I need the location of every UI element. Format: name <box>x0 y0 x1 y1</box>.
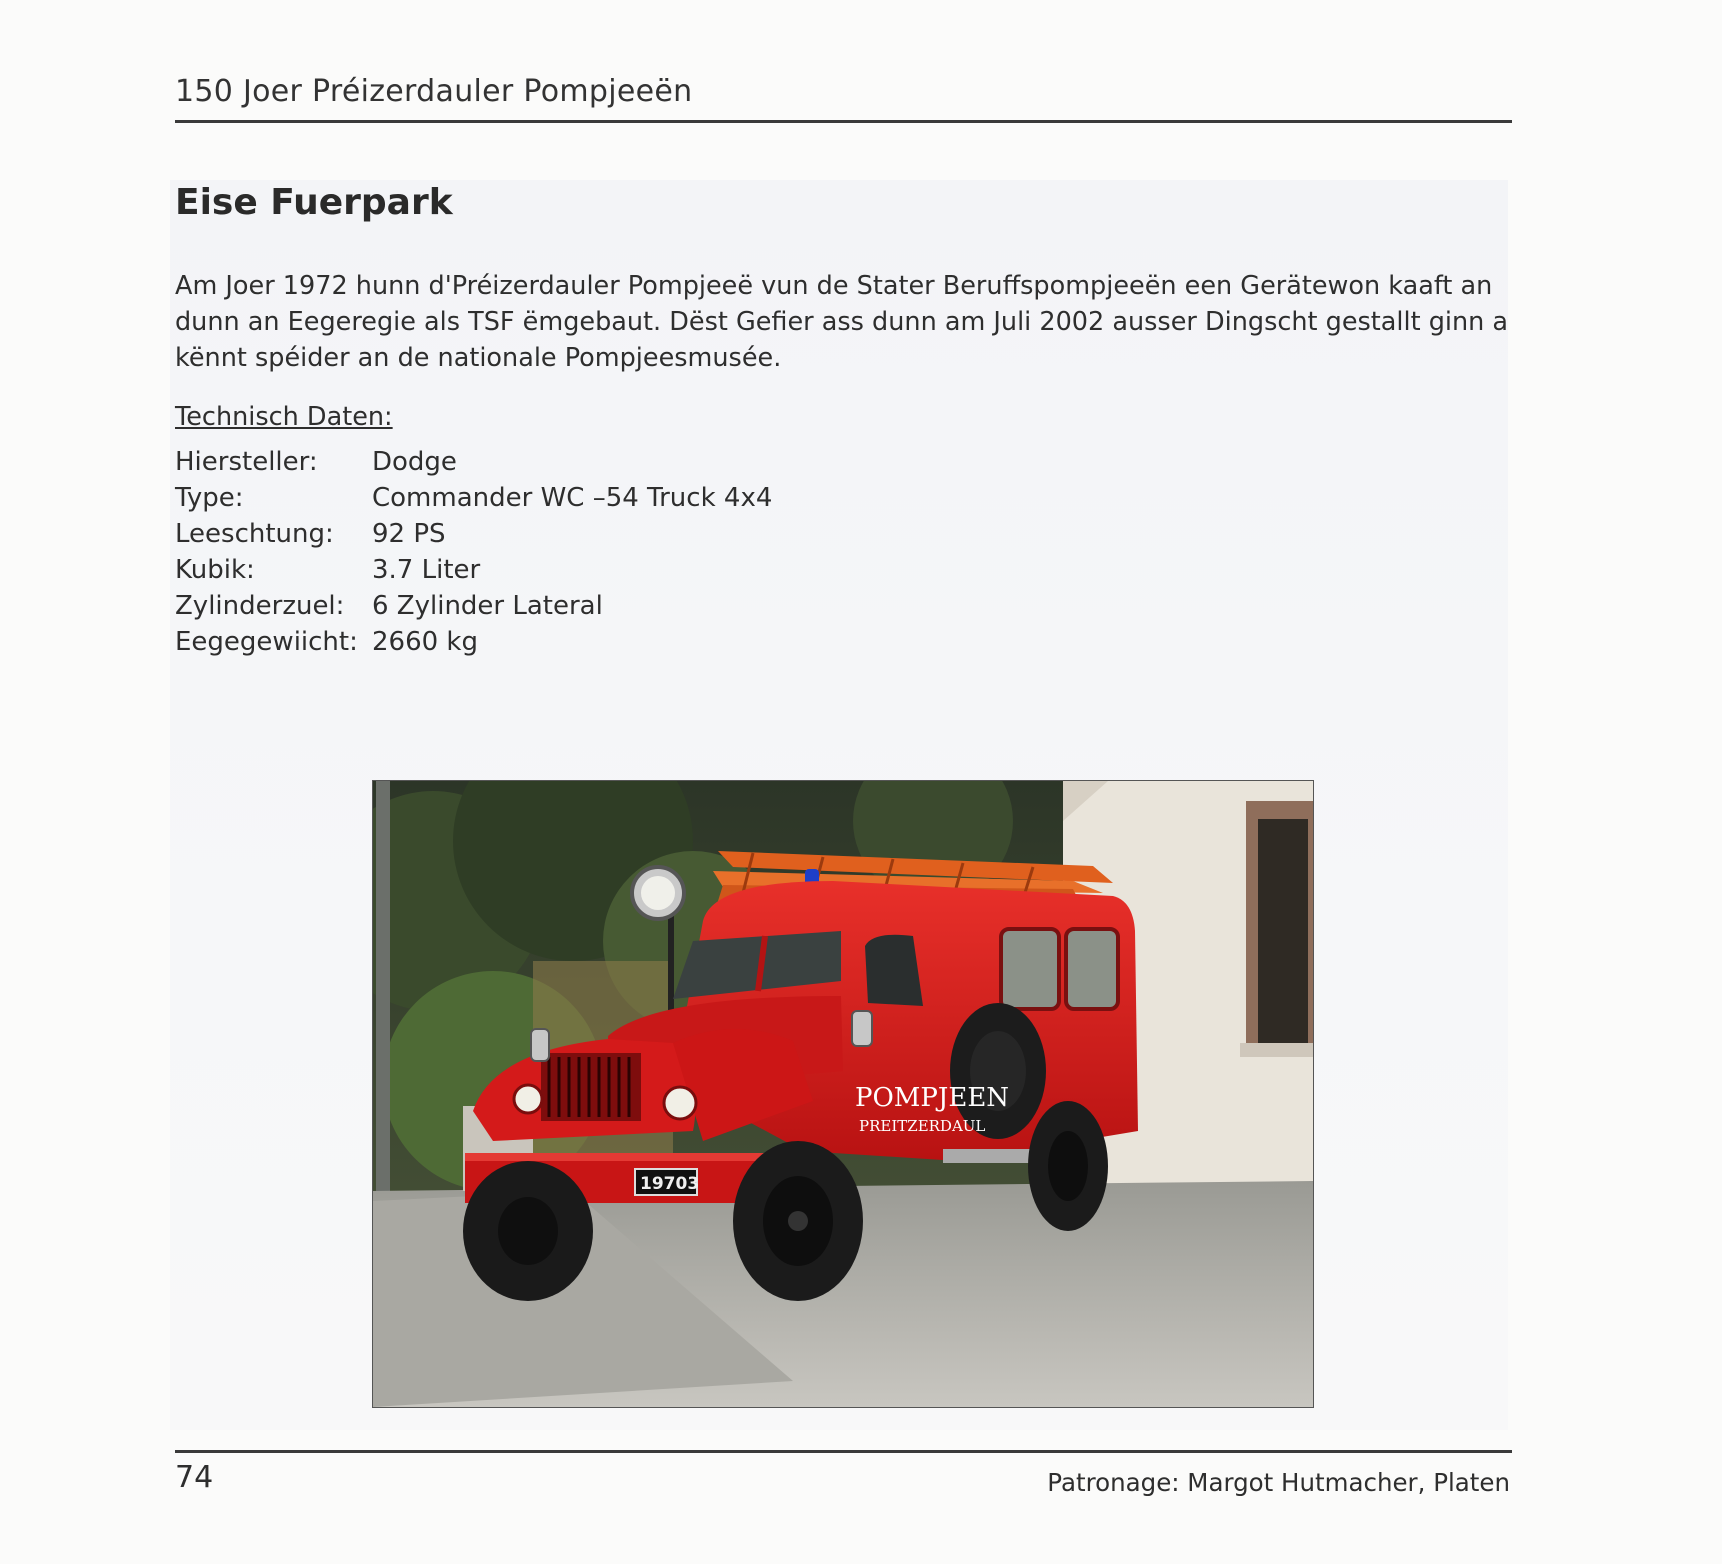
page-number: 74 <box>175 1460 214 1495</box>
section-heading: Eise Fuerpark <box>175 182 453 223</box>
spec-label: Hiersteller: <box>175 447 318 477</box>
spec-value: 3.7 Liter <box>372 555 481 585</box>
running-header: 150 Joer Préizerdauler Pompjeeën <box>175 74 693 109</box>
spec-row-type <box>175 480 772 516</box>
license-plate-number: 19703 <box>640 1174 700 1194</box>
fire-truck-illustration <box>373 781 1313 1407</box>
spec-row-cylinders <box>175 588 772 624</box>
spec-row-manufacturer <box>175 444 772 480</box>
spec-value: 2660 kg <box>372 627 478 657</box>
spec-row-power <box>175 516 772 552</box>
technical-data-table <box>175 444 772 660</box>
intro-line: kënnt spéider an de nationale Pompjeesmusée. <box>175 343 782 373</box>
spec-value: Dodge <box>372 447 457 477</box>
intro-paragraph <box>175 268 1520 376</box>
spec-label: Eegegewiicht: <box>175 627 358 657</box>
door-text-line2: PREITZERDAUL <box>859 1117 986 1135</box>
spec-value: 92 PS <box>372 519 446 549</box>
fire-truck-photo <box>372 780 1314 1408</box>
intro-line: dunn an Eegeregie als TSF ëmgebaut. Dëst Gefier ass dunn am Juli 2002 ausser Dingscht gestallt ginn a <box>175 307 1509 337</box>
spec-row-weight <box>175 624 772 660</box>
door-text-line1: POMPJEEN <box>855 1083 1010 1113</box>
spec-label: Type: <box>175 483 244 513</box>
footer-rule <box>175 1450 1512 1453</box>
header-rule <box>175 120 1512 123</box>
spec-value: 6 Zylinder Lateral <box>372 591 603 621</box>
rear-wheel <box>1028 1101 1108 1231</box>
spec-label: Leeschtung: <box>175 519 334 549</box>
spec-label: Kubik: <box>175 555 255 585</box>
spec-row-displacement <box>175 552 772 588</box>
spec-label: Zylinderzuel: <box>175 591 345 621</box>
spec-value: Commander WC –54 Truck 4x4 <box>372 483 773 513</box>
patronage-credit: Patronage: Margot Hutmacher, Platen <box>1047 1468 1510 1497</box>
front-left-wheel <box>463 1161 593 1301</box>
intro-line: Am Joer 1972 hunn d'Préizerdauler Pompjeeë vun de Stater Beruffspompjeeën een Gerätewon kaaft an <box>175 271 1493 301</box>
technical-data-title: Technisch Daten: <box>175 402 393 432</box>
front-right-wheel <box>733 1141 863 1301</box>
